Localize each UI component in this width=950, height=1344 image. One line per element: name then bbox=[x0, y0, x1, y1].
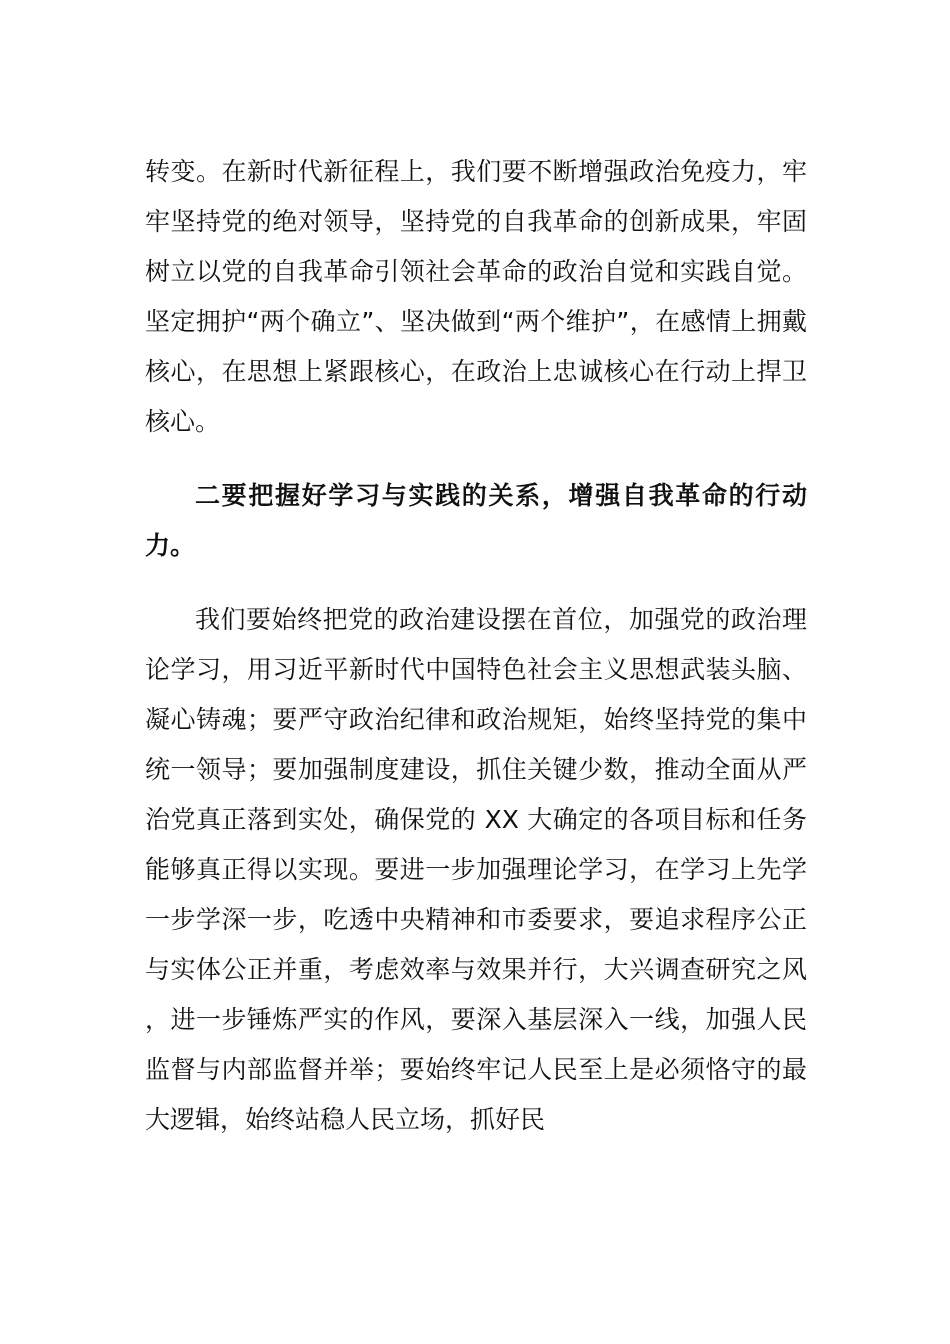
section-heading: 二要把握好学习与实践的关系，增强自我革命的行动力。 bbox=[145, 481, 807, 560]
document-body bbox=[145, 147, 807, 1145]
paragraph-continued: 转变。在新时代新征程上，我们要不断增强政治免疫力，牢牢坚持党的绝对领导，坚持党的自我革命的创新成果，牢固树立以党的自我革命引领社会革命的政治自觉和实践自觉。坚定拥护“两个确立”、坚决做到“两个维护”，在感情上拥戴核心，在思想上紧跟核心，在政治上忠诚核心在行动上捍卫核心。 bbox=[145, 157, 807, 436]
paragraph-body: 我们要始终把党的政治建设摆在首位，加强党的政治理论学习，用习近平新时代中国特色社会主义思想武装头脑、凝心铸魂；要严守政治纪律和政治规矩，始终坚持党的集中统一领导；要加强制度建设，抓住关键少数，推动全面从严治党真正落到实处，确保党的 XX 大确定的各项目标和任务能够真正得以实现。要进一步加强理论学习，在学习上先学一步学深一步，吃透中央精神和市委要求，要追求程序公正与实体公正并重，考虑效率与效果并行，大兴调查研究之风，进一步锤炼严实的作风，要深入基层深入一线，加强人民监督与内部监督并举；要始终牢记人民至上是必须恪守的最大逻辑，始终站稳人民立场，抓好民 bbox=[145, 605, 807, 1134]
